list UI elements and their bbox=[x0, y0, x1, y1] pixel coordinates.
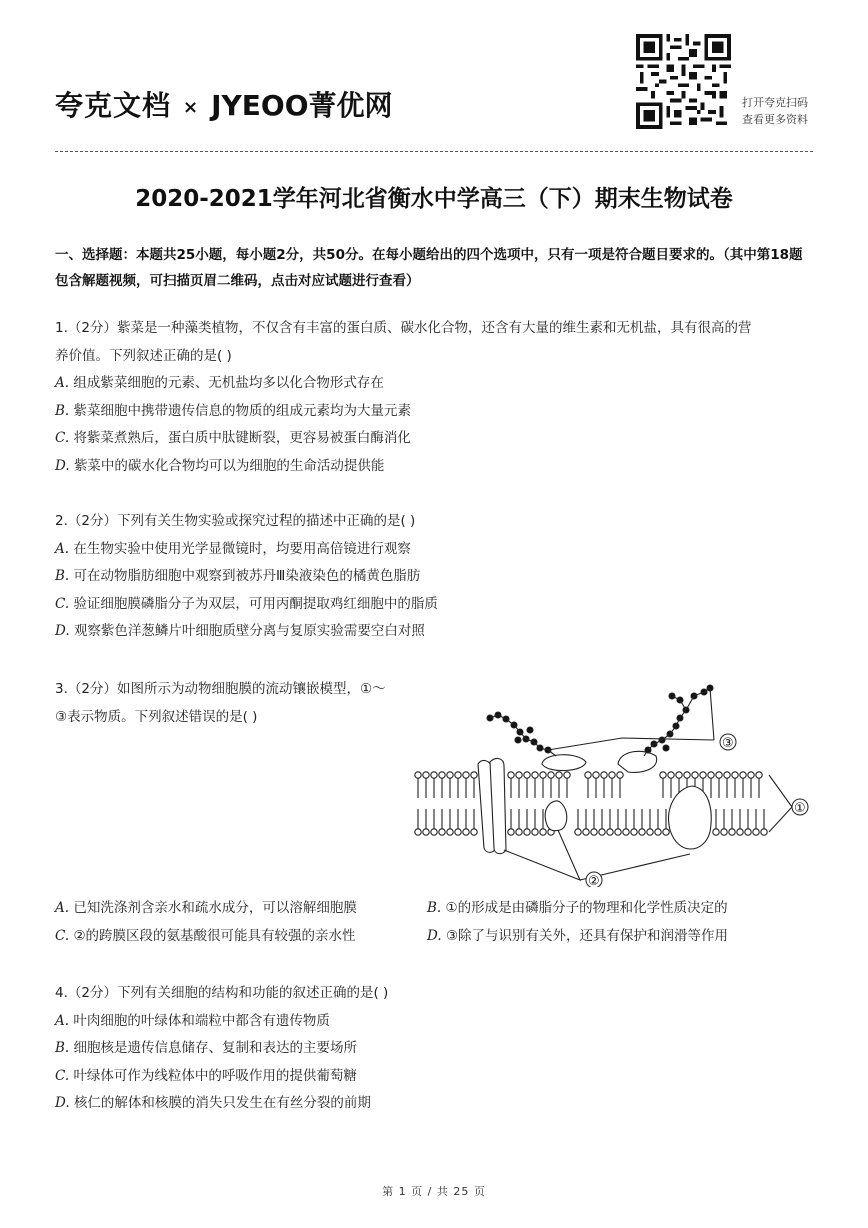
option-letter: A. bbox=[55, 375, 70, 391]
label-1: ① bbox=[794, 801, 806, 816]
cell-membrane-diagram bbox=[408, 682, 813, 887]
option-letter: D. bbox=[55, 1095, 70, 1111]
option-letter: B. bbox=[427, 900, 442, 916]
question-stem: 3.（2分）如图所示为动物细胞膜的流动镶嵌模型，①～ bbox=[55, 681, 386, 697]
option-text: 紫菜细胞中携带遗传信息的物质的组成元素均为大量元素 bbox=[73, 402, 412, 419]
option-letter: D. bbox=[55, 623, 70, 639]
option-text: 叶肉细胞的叶绿体和端粒中都含有遗传物质 bbox=[73, 1012, 330, 1029]
qr-caption-line2: 查看更多资料 bbox=[742, 113, 808, 126]
option-b[interactable] bbox=[55, 398, 815, 426]
option-c[interactable] bbox=[55, 1063, 815, 1091]
option-c[interactable] bbox=[55, 923, 427, 951]
option-text: ①的形成是由磷脂分子的物理和化学性质决定的 bbox=[445, 900, 728, 916]
question-2 bbox=[55, 508, 815, 646]
option-b[interactable] bbox=[427, 895, 799, 923]
option-d[interactable] bbox=[55, 453, 815, 481]
option-text: 细胞核是遗传信息储存、复制和表达的主要场所 bbox=[73, 1040, 358, 1056]
question-4 bbox=[55, 980, 815, 1118]
brand-quark: 夸克文档 bbox=[55, 89, 172, 122]
option-text: 叶绿体可作为线粒体中的呼吸作用的提供葡萄糖 bbox=[73, 1067, 357, 1084]
label-3: ③ bbox=[722, 736, 734, 751]
brand-separator: × bbox=[183, 96, 200, 118]
brand-logo bbox=[55, 84, 393, 124]
option-text: 验证细胞膜磷脂分子为双层，可用丙酮提取鸡红细胞中的脂质 bbox=[73, 595, 438, 612]
option-letter: D. bbox=[55, 457, 70, 474]
option-d[interactable] bbox=[55, 1090, 815, 1118]
question-1 bbox=[55, 315, 815, 480]
option-c[interactable] bbox=[55, 591, 815, 619]
section-heading: 一、选择题：本题共25小题，每小题2分，共50分。在每小题给出的四个选项中，只有一项是符合题目要求的。（其中第18题包含解题视频，可扫描页眉二维码，点击对应试题进行查看） bbox=[55, 247, 803, 289]
option-text: 在生物实验中使用光学显微镜时，均要用高倍镜进行观察 bbox=[73, 540, 411, 557]
option-b[interactable] bbox=[55, 1035, 815, 1063]
leader-line-3 bbox=[548, 688, 714, 750]
option-a[interactable] bbox=[55, 895, 427, 923]
option-text: ③除了与识别有关外，还具有保护和润滑等作用 bbox=[445, 927, 729, 944]
header-divider bbox=[55, 151, 813, 152]
option-b[interactable] bbox=[55, 563, 815, 591]
question-stem-cont: ③表示物质。下列叙述错误的是( ) bbox=[55, 708, 258, 725]
phospholipid-bottom-row bbox=[415, 829, 767, 835]
option-letter: B. bbox=[55, 1040, 70, 1056]
leader-line-1 bbox=[769, 775, 792, 832]
option-a[interactable] bbox=[55, 370, 815, 398]
option-letter: D. bbox=[427, 927, 442, 944]
option-text: 观察紫色洋葱鳞片叶细胞质壁分离与复原实验需要空白对照 bbox=[73, 623, 425, 639]
option-letter: C. bbox=[55, 1067, 70, 1084]
option-letter: B. bbox=[55, 568, 70, 584]
option-text: 组成紫菜细胞的元素、无机盐均多以化合物形式存在 bbox=[73, 375, 384, 391]
option-a[interactable] bbox=[55, 536, 815, 564]
option-letter: C. bbox=[55, 927, 70, 944]
question-stem: 4.（2分）下列有关细胞的结构和功能的叙述正确的是( ) bbox=[55, 985, 389, 1001]
option-letter: A. bbox=[55, 900, 70, 916]
qr-caption bbox=[742, 94, 808, 128]
question-3-options bbox=[55, 895, 815, 950]
option-a[interactable] bbox=[55, 1008, 815, 1036]
option-letter: C. bbox=[55, 430, 70, 446]
brand-jyeoo: JYEOO菁优网 bbox=[211, 89, 393, 122]
question-stem: 1.（2分）紫菜是一种藻类植物，不仅含有丰富的蛋白质、碳水化合物，还含有大量的维生素和无机盐，具有很高的营 bbox=[55, 320, 752, 336]
glycoprotein-head bbox=[618, 751, 657, 772]
option-text: 紫菜中的碳水化合物均可以为细胞的生命活动提供能 bbox=[73, 457, 385, 474]
option-text: 将紫菜煮熟后，蛋白质中肽键断裂，更容易被蛋白酶消化 bbox=[73, 430, 411, 446]
embedded-protein-large bbox=[669, 786, 712, 849]
option-c[interactable] bbox=[55, 425, 815, 453]
phospholipid-top-row bbox=[415, 772, 762, 778]
qr-caption-line1: 打开夸克扫码 bbox=[742, 96, 808, 109]
option-text: ②的跨膜区段的氨基酸很可能具有较强的亲水性 bbox=[73, 927, 356, 944]
option-text: 核仁的解体和核膜的消失只发生在有丝分裂的前期 bbox=[73, 1095, 371, 1111]
option-letter: A. bbox=[55, 540, 70, 557]
embedded-protein-small bbox=[545, 801, 567, 831]
qr-code-icon[interactable] bbox=[636, 34, 731, 129]
option-letter: C. bbox=[55, 595, 70, 612]
page-title: 2020-2021学年河北省衡水中学高三（下）期末生物试卷 bbox=[135, 186, 733, 212]
question-stem-cont: 养价值。下列叙述正确的是( ) bbox=[55, 347, 232, 364]
question-stem: 2.（2分）下列有关生物实验或探究过程的描述中正确的是( ) bbox=[55, 513, 416, 529]
page-number: 第 1 页 / 共 25 页 bbox=[382, 1185, 486, 1198]
option-d[interactable] bbox=[55, 618, 815, 646]
label-2: ② bbox=[588, 874, 600, 887]
option-text: 可在动物脂肪细胞中观察到被苏丹Ⅲ染液染色的橘黄色脂肪 bbox=[73, 568, 421, 584]
glycolipid-chain-left bbox=[487, 712, 551, 753]
option-d[interactable] bbox=[427, 923, 799, 951]
option-text: 已知洗涤剂含亲水和疏水成分，可以溶解细胞膜 bbox=[73, 900, 357, 916]
option-letter: B. bbox=[55, 402, 70, 419]
option-letter: A. bbox=[55, 1012, 70, 1029]
peripheral-protein bbox=[542, 755, 586, 771]
